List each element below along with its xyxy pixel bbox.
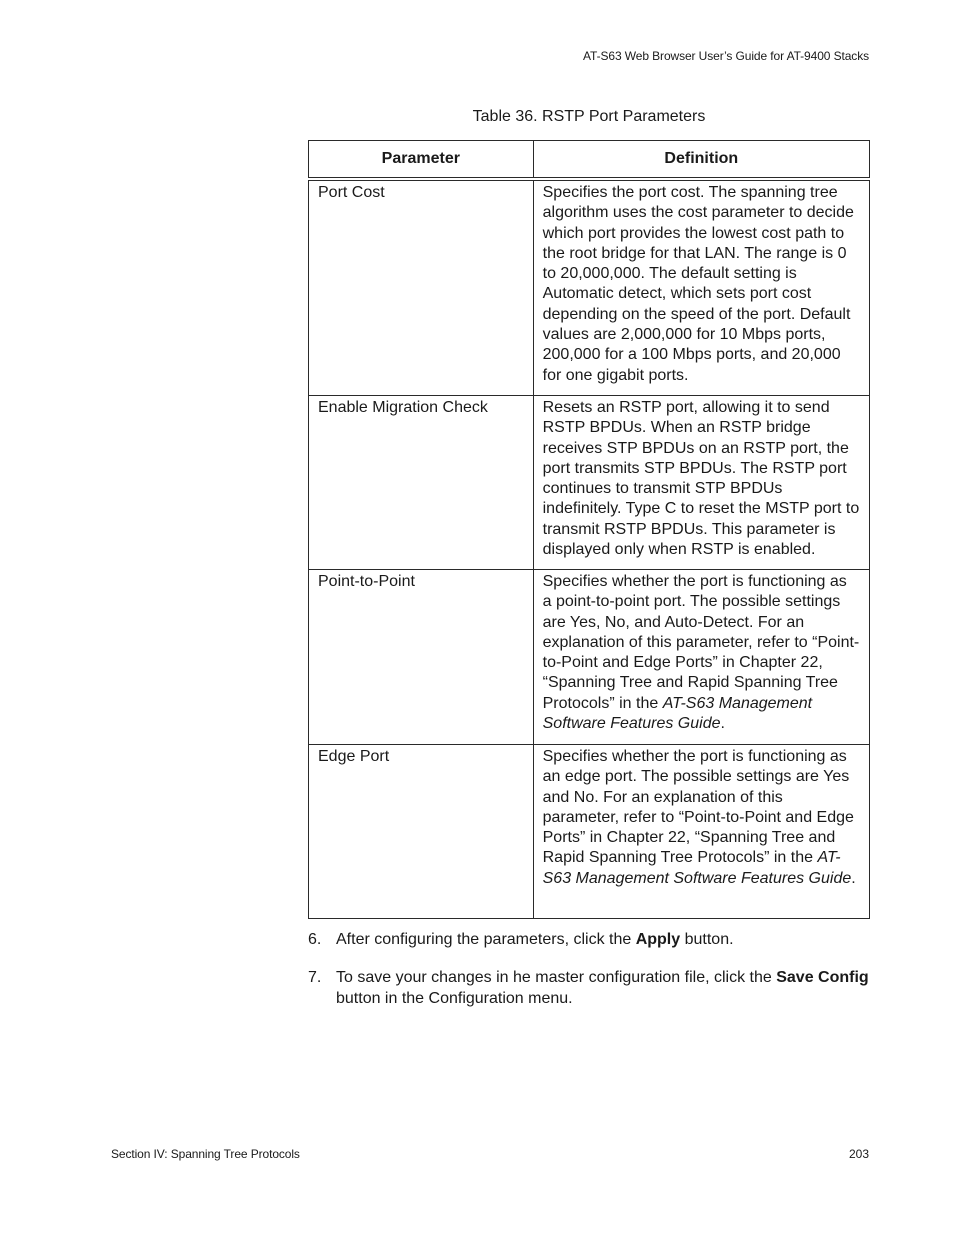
- apply-button-reference: Apply: [635, 931, 681, 948]
- definition-cell: Specifies the port cost. The spanning tree algorithm uses the cost parameter to decide which port provides the lowest cost path to the root bridge for that LAN. The range is 0 to 20,000,000. The default setting is Automatic detect, which sets port cost depending on the speed of the port. Default values are 2,000,000 for 10 Mbps ports, 200,000 for a 100 Mbps ports, and 20,000 for one gigabit ports.: [533, 179, 869, 396]
- parameter-cell: Edge Port: [309, 745, 534, 919]
- table-row: [309, 570, 870, 745]
- column-header-parameter: Parameter: [309, 141, 534, 180]
- step-number: 6.: [308, 931, 322, 948]
- definition-cell: [533, 570, 869, 745]
- definition-text: Specifies whether the port is functioning as a point-to-point port. The possible settings are Yes, No, and Auto-Detect. For an explanation of this parameter, refer to “Point-to-Point and Edge Ports” in Chapter 22, “Spanning Tree and Rapid Spanning Tree Protocols” in the: [542, 573, 860, 712]
- rstp-port-parameters-table: [308, 140, 870, 919]
- parameter-cell: Point-to-Point: [309, 570, 534, 745]
- step-text: [336, 930, 734, 950]
- step-number: 7.: [308, 969, 322, 987]
- procedure-steps: [308, 930, 870, 1027]
- save-config-button-reference: Save Config: [776, 969, 869, 987]
- running-header: AT-S63 Web Browser User’s Guide for AT-9400 Stacks: [582, 49, 869, 63]
- book-title: AT-S63 Management Software Features Guide: [542, 849, 852, 887]
- step-text-before: After configuring the parameters, click the: [336, 931, 636, 948]
- table-row: [309, 745, 870, 919]
- step-text: [336, 968, 870, 1009]
- table-row: [309, 396, 870, 570]
- table-header-row: [309, 141, 870, 180]
- step-text-after: button.: [680, 931, 734, 948]
- definition-cell: [533, 745, 869, 919]
- step-item: [308, 930, 870, 950]
- definition-text: Specifies whether the port is functioning as an edge port. The possible settings are Yes and No. For an explanation of this parameter, refer to “Point-to-Point and Edge Ports” in Chapter 22, “Spanning Tree and Rapid Spanning Tree Protocols” in the: [542, 748, 854, 867]
- step-text-before: To save your changes in he master configuration file, click the: [336, 969, 777, 987]
- definition-text-end: .: [720, 715, 725, 733]
- page-number: 203: [848, 1147, 869, 1161]
- parameter-cell: Enable Migration Check: [309, 396, 534, 570]
- definition-cell: Resets an RSTP port, allowing it to send RSTP BPDUs. When an RSTP bridge receives STP BPDUs on an RSTP port, the port transmits STP BPDUs. The RSTP port continues to transmit STP BPDUs indefinitely. Type C to reset the MSTP port to transmit RSTP BPDUs. This parameter is displayed only when RSTP is enabled.: [533, 396, 869, 570]
- column-header-definition: Definition: [533, 141, 869, 180]
- step-item: [308, 968, 870, 1009]
- definition-text-end: .: [851, 869, 856, 887]
- book-title: AT-S63 Management Software Features Guide: [542, 694, 813, 733]
- step-text-after: button in the Configuration menu.: [336, 989, 573, 1007]
- footer-section-title: Section IV: Spanning Tree Protocols: [111, 1147, 300, 1161]
- parameter-cell: Port Cost: [309, 179, 534, 396]
- table-caption: Table 36. RSTP Port Parameters: [472, 108, 706, 125]
- table-row: [309, 179, 870, 396]
